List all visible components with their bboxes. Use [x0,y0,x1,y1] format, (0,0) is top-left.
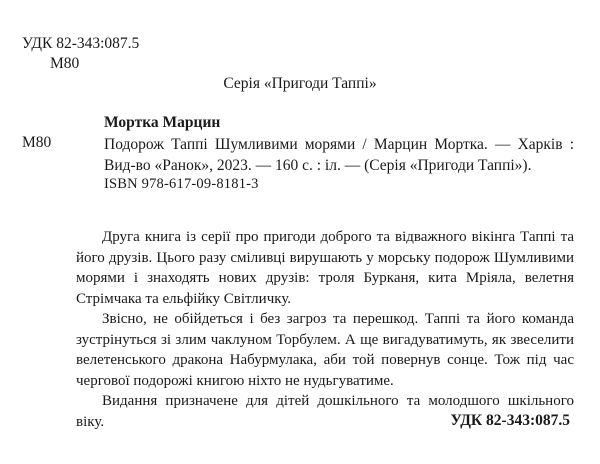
isbn: ISBN 978-617-09-8181-3 [104,176,259,192]
series-title: Серія «Пригоди Таппі» [223,75,377,92]
annotation-paragraph: Звісно, не обійдеться і без загроз та перешкод. Таппі та його команда зустрінуться зі злим чаклуном Торбулем. А ще вигадуватимуть, як звеселити велетенського дракона Набурмулака, аби той повернув сонце. Тож під час чергової подорожі книгою ніхто не нудьгуватиме. [76,311,574,389]
author-mark-top: М80 [50,55,80,72]
udk-code-bottom: УДК 82-343:087.5 [450,412,570,429]
annotation [76,227,574,432]
bibliographic-description: Подорож Таппі Шумливими морями / Марцин Мортка. — Харків : Вид-во «Ранок», 2023. — 160 с. : іл. — (Серія «Пригоди Таппі»). [104,136,574,174]
udk-code-top: УДК 82-343:087.5 [22,35,140,52]
annotation-paragraph: Друга книга із серії про пригоди доброго та відважного вікінга Таппі та його друзів. Цього разу сміливці вирушають у морську подорож Шумливими морями і знаходять нових друзів: троля Бурканя, кита Мріяла, велетня Стрімчака та ельфійку Світличку. [76,229,574,307]
author-heading: Мортка Марцин [104,114,221,131]
annotation-paragraph: Видання призначене для дітей дошкільного та молодшого шкільного віку. [76,393,574,430]
author-mark-side: М80 [22,134,52,151]
